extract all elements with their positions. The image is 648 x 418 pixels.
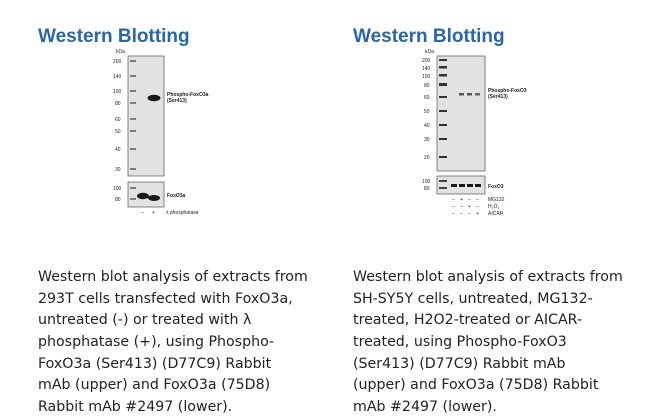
- right-tick-140: 140: [422, 66, 431, 72]
- right-tick-50: 50: [424, 109, 430, 115]
- right-upper-label-2: (Ser413): [488, 94, 508, 100]
- right-treatment-row-h2o2: [452, 204, 499, 210]
- right-aicar-sign-3: –: [468, 211, 471, 217]
- left-lane1-sign: –: [141, 210, 144, 216]
- left-upper-label-1: Phospho-FoxO3a: [167, 92, 209, 98]
- right-h2o2-sign-4: –: [476, 204, 479, 210]
- right-upper-ticks: [422, 58, 431, 161]
- right-caption-line-6: (upper) and FoxO3a (75D8) Rabbit: [353, 377, 599, 394]
- right-caption-line-3: treated, H2O2-treated or AICAR-: [353, 312, 583, 329]
- left-tick-50: 50: [115, 129, 121, 135]
- left-kda-label: kDa: [116, 49, 125, 55]
- left-caption-line-1: Western blot analysis of extracts from: [38, 269, 308, 286]
- left-caption-line-4: phosphatase (+), using Phospho-: [38, 333, 275, 350]
- right-h2o2-sign-3: +: [468, 204, 471, 210]
- left-tick-140: 140: [113, 74, 122, 80]
- right-caption-line-2: SH-SY5Y cells, untreated, MG132-: [353, 290, 593, 307]
- right-phospho-band-lane4: [475, 93, 480, 96]
- right-blot-figure: [421, 46, 571, 226]
- right-kda-label: kDa: [425, 49, 434, 55]
- right-upper-membrane: [437, 56, 485, 171]
- right-foxo3-band-lane3: [467, 184, 473, 187]
- left-lane2-sign: +: [152, 210, 155, 216]
- right-lower-marker-100: [439, 180, 447, 182]
- right-phospho-band-lane2: [459, 93, 464, 96]
- right-mg132-sign-1: –: [452, 197, 455, 203]
- left-lower-marker-80: [130, 198, 136, 200]
- right-phospho-band-lane3: [467, 93, 472, 96]
- right-caption: [353, 267, 643, 418]
- right-h2o2-sign-1: –: [452, 204, 455, 210]
- right-tick-100: 100: [422, 74, 431, 80]
- left-tick-80: 80: [115, 101, 121, 107]
- right-tick-30: 30: [424, 137, 430, 143]
- left-upper-ticks: [113, 59, 122, 173]
- right-mg132-sign-4: –: [476, 197, 479, 203]
- right-aicar-sign-1: –: [452, 211, 455, 217]
- right-tick-20: 20: [424, 155, 430, 161]
- right-aicar-label: AICAR: [488, 211, 504, 217]
- right-foxo3-band-lane4: [475, 184, 481, 187]
- left-caption-line-3: untreated (-) or treated with λ: [38, 312, 252, 329]
- left-treatment-label: λ phosphatase: [166, 210, 199, 216]
- right-treatment-row-aicar: [452, 211, 504, 217]
- right-treatment-row-mg132: [452, 197, 505, 203]
- right-h2o2-sign-2: –: [460, 204, 463, 210]
- right-tick-60: 60: [424, 95, 430, 101]
- right-lower-marker-80: [439, 187, 447, 189]
- right-caption-line-7: mAb #2497 (lower).: [353, 398, 497, 415]
- right-mg132-label: MG132: [488, 197, 505, 203]
- right-aicar-sign-2: –: [460, 211, 463, 217]
- right-mg132-sign-3: –: [468, 197, 471, 203]
- right-tick-80: 80: [424, 83, 430, 89]
- left-foxo3a-band-lane2: [148, 195, 160, 201]
- right-caption-line-4: treated, using Phospho-FoxO3: [353, 333, 567, 350]
- right-foxo3-band-lane1: [451, 184, 457, 187]
- right-heading: Western Blotting: [353, 25, 505, 47]
- right-upper-label-1: Phospho-FoxO3: [488, 88, 527, 94]
- left-tick-60: 60: [115, 117, 121, 123]
- right-mg132-sign-2: +: [460, 197, 463, 203]
- right-foxo3-band-lane2: [459, 184, 465, 187]
- left-tick-30: 30: [115, 167, 121, 173]
- right-h2o2-label: H₂O₂: [488, 204, 500, 210]
- left-caption: [38, 267, 328, 418]
- left-phospho-band: [148, 95, 161, 101]
- left-heading: Western Blotting: [38, 25, 190, 47]
- left-foxo3a-band-lane1: [137, 193, 149, 199]
- left-tick-100: 100: [113, 89, 122, 95]
- right-tick-40: 40: [424, 123, 430, 129]
- right-caption-line-5: (Ser413) (D77C9) Rabbit mAb: [353, 355, 566, 372]
- left-tick-40: 40: [115, 147, 121, 153]
- left-blot-figure: [112, 46, 252, 221]
- left-lower-tick-80: 80: [115, 197, 121, 203]
- right-tick-200: 200: [422, 58, 431, 64]
- left-lower-marker-100: [130, 187, 136, 189]
- left-upper-label-2: (Ser413): [167, 98, 187, 104]
- left-caption-line-6: mAb (upper) and FoxO3a (75D8): [38, 377, 271, 394]
- right-lower-label: FoxO3: [488, 184, 504, 190]
- left-lower-label: FoxO3a: [167, 193, 186, 199]
- right-lower-tick-100: 100: [422, 179, 431, 185]
- left-caption-line-5: FoxO3a (Ser413) (D77C9) Rabbit: [38, 355, 272, 372]
- left-upper-membrane: [128, 56, 164, 176]
- left-lower-tick-100: 100: [113, 186, 122, 192]
- left-caption-line-2: 293T cells transfected with FoxO3a,: [38, 290, 293, 307]
- right-aicar-sign-4: +: [476, 211, 479, 217]
- left-caption-line-7: Rabbit mAb #2497 (lower).: [38, 398, 233, 415]
- right-caption-line-1: Western blot analysis of extracts from: [353, 269, 623, 286]
- left-tick-200: 200: [113, 59, 122, 65]
- right-lower-tick-80: 80: [424, 186, 430, 192]
